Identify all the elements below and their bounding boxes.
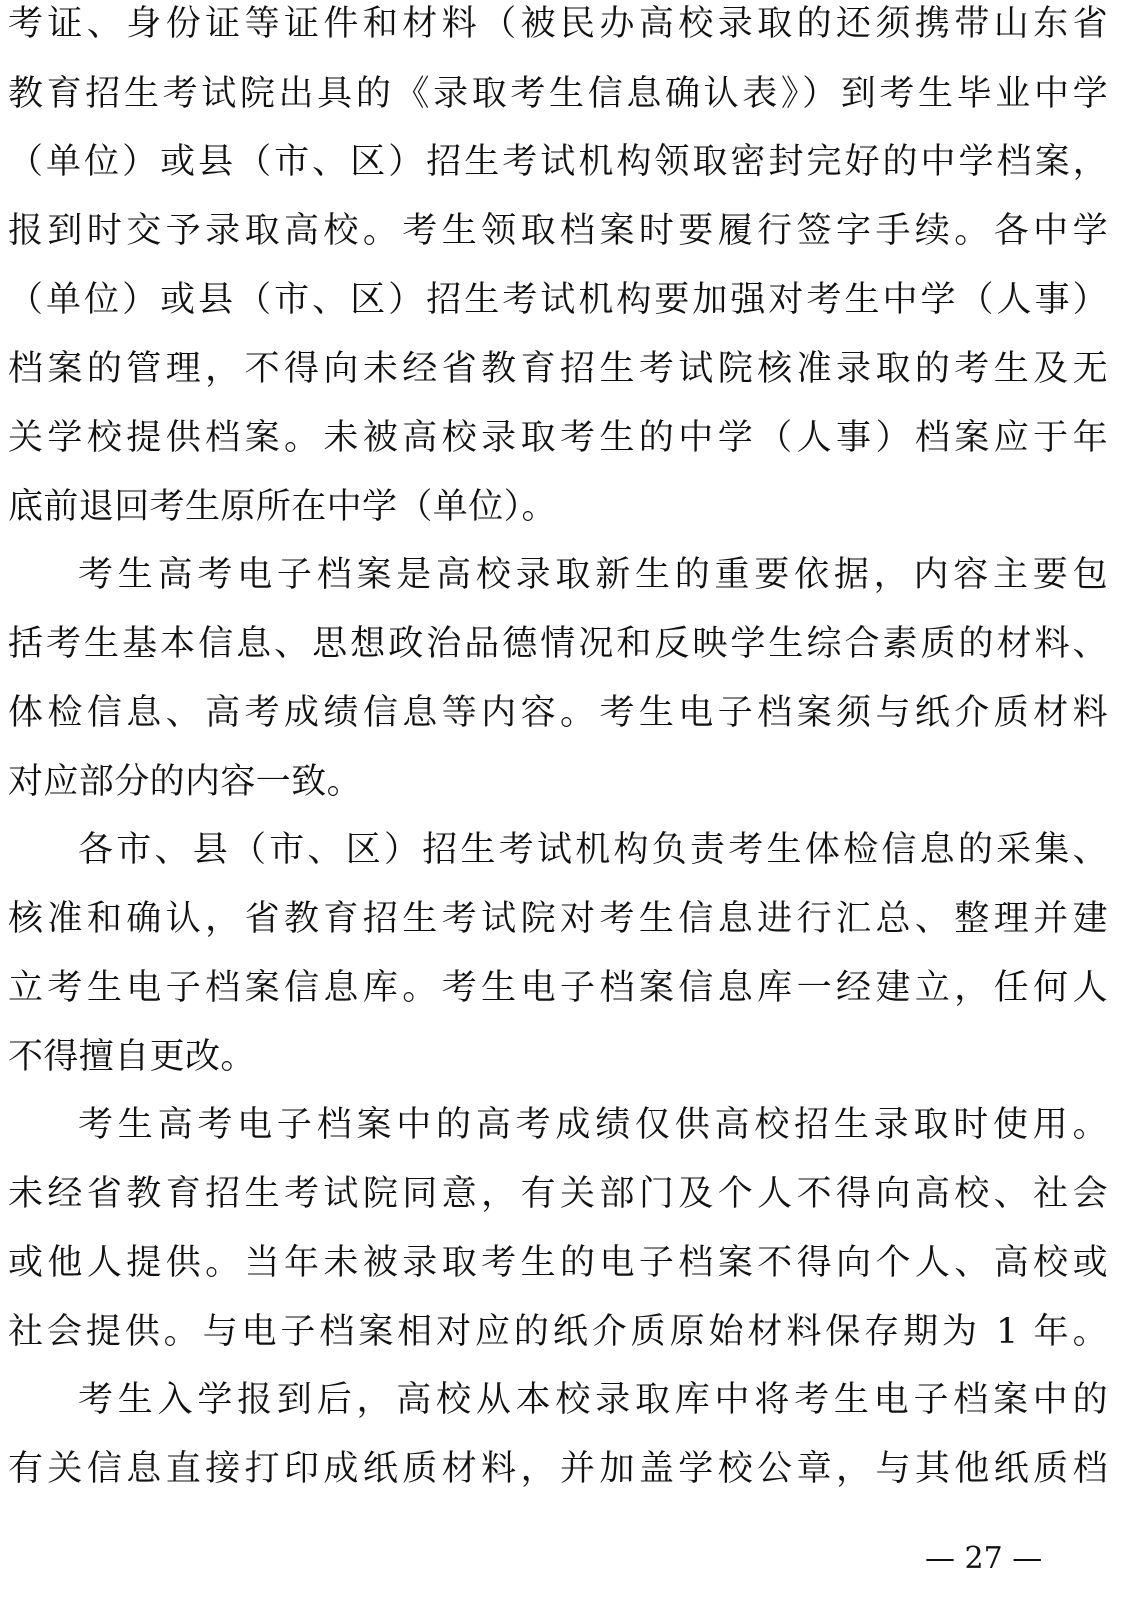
text-line: （单位）或县（市、区）招生考试机构要加强对考生中学（人事） <box>8 280 1108 320</box>
page-number: — 27 — <box>925 1541 1043 1576</box>
paragraph-first-line: 考生高考电子档案中的高考成绩仅供高校招生录取时使用。 <box>78 1105 1108 1145</box>
text-line: 关学校提供档案。未被高校录取考生的中学（人事）档案应于年 <box>8 418 1108 458</box>
text-line: 体检信息、高考成绩信息等内容。考生电子档案须与纸介质材料 <box>8 693 1108 733</box>
paragraph-first-line: 各市、县（市、区）招生考试机构负责考生体检信息的采集、 <box>78 830 1108 870</box>
text-line: 报到时交予录取高校。考生领取档案时要履行签字手续。各中学 <box>8 211 1108 251</box>
paragraph-first-line: 考生入学报到后，高校从本校录取库中将考生电子档案中的 <box>78 1380 1108 1420</box>
text-line: 立考生电子档案信息库。考生电子档案信息库一经建立，任何人 <box>8 968 1108 1008</box>
text-line: （单位）或县（市、区）招生考试机构领取密封完好的中学档案， <box>8 142 1108 182</box>
text-line: 考证、身份证等证件和材料（被民办高校录取的还须携带山东省 <box>8 4 1108 44</box>
text-line: 不得擅自更改。 <box>8 1037 256 1077</box>
text-line: 对应部分的内容一致。 <box>8 762 363 802</box>
text-line: 未经省教育招生考试院同意，有关部门及个人不得向高校、社会 <box>8 1174 1108 1214</box>
text-line: 括考生基本信息、思想政治品德情况和反映学生综合素质的材料、 <box>8 624 1108 664</box>
text-line: 社会提供。与电子档案相对应的纸介质原始材料保存期为 1 年。 <box>8 1312 1108 1352</box>
text-line: 或他人提供。当年未被录取考生的电子档案不得向个人、高校或 <box>8 1243 1108 1283</box>
text-line: 教育招生考试院出具的《录取考生信息确认表》）到考生毕业中学 <box>8 74 1108 114</box>
paragraph-first-line: 考生高考电子档案是高校录取新生的重要依据，内容主要包 <box>78 555 1108 595</box>
text-line: 底前退回考生原所在中学（单位）。 <box>8 487 557 527</box>
text-line: 有关信息直接打印成纸质材料，并加盖学校公章，与其他纸质档 <box>8 1449 1108 1489</box>
text-line: 核准和确认，省教育招生考试院对考生信息进行汇总、整理并建 <box>8 899 1108 939</box>
text-line: 档案的管理，不得向未经省教育招生考试院核准录取的考生及无 <box>8 349 1108 389</box>
